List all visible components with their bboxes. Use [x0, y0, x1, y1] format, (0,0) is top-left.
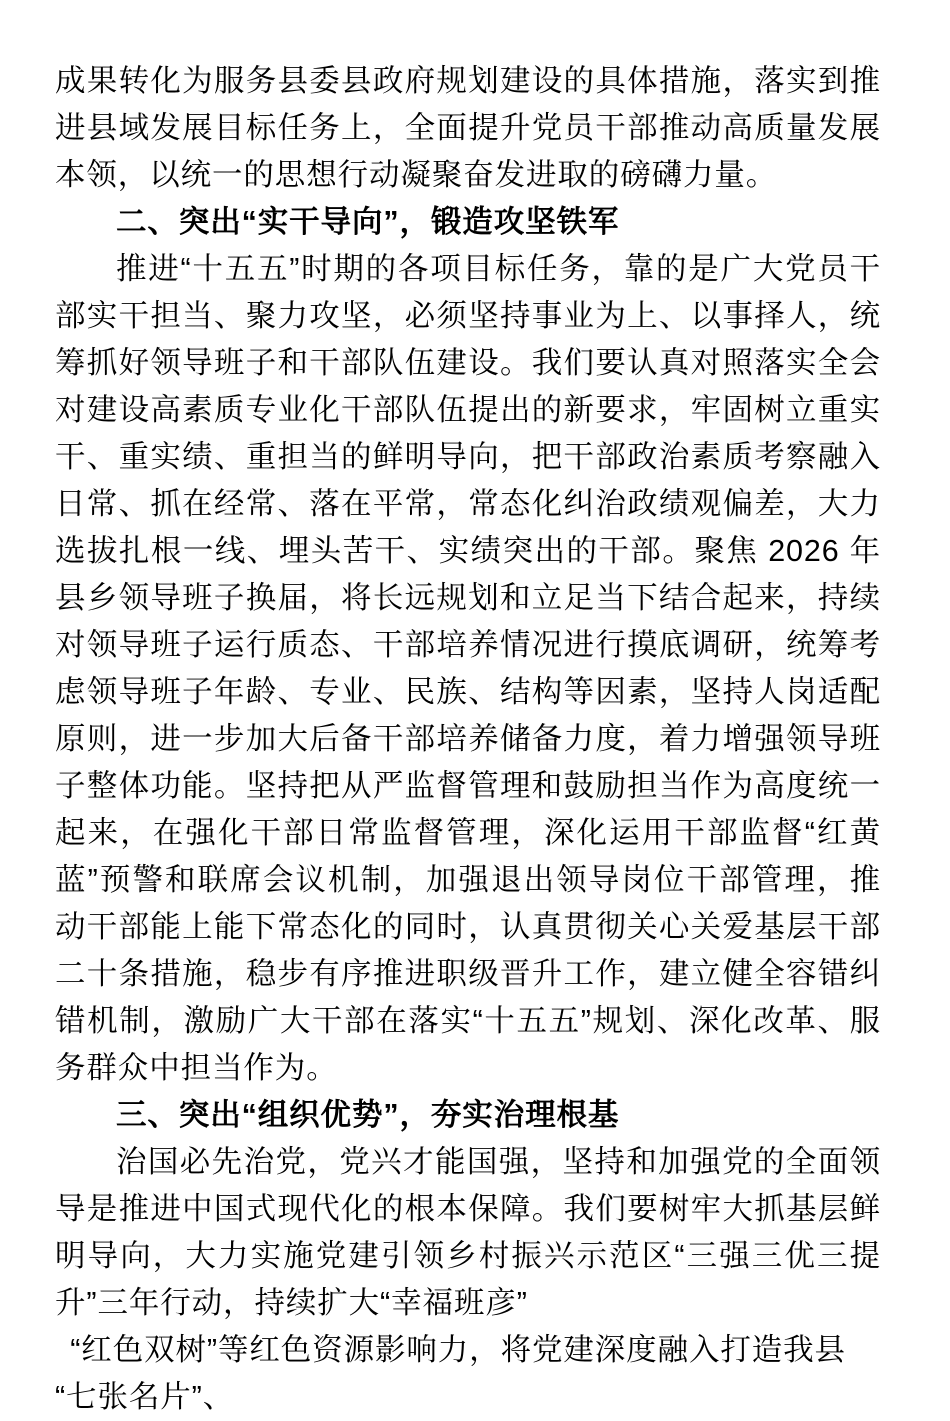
section-heading-two: 二、突出“实干导向”，锻造攻坚铁军: [116, 205, 620, 239]
paragraph-section-three-tail: “红色双树”等红色资源影响力，将党建深度融入打造我县“七张名片”、: [55, 1333, 846, 1414]
document-text-column: [55, 58, 881, 1421]
paragraph-continued: 成果转化为服务县委县政府规划建设的具体措施，落实到推进县域发展目标任务上，全面提升党员干部推动高质量发展本领，以统一的思想行动凝聚奋发进取的磅礴力量。: [55, 64, 881, 192]
paragraph-section-two-body: 推进“十五五”时期的各项目标任务，靠的是广大党员干部实干担当、聚力攻坚，必须坚持事业为上、以事择人，统筹抓好领导班子和干部队伍建设。我们要认真对照落实全会对建设高素质专业化干部队伍提出的新要求，牢固树立重实干、重实绩、重担当的鲜明导向，把干部政治素质考察融入日常、抓在经常、落在平常，常态化纠治政绩观偏差，大力选拔扎根一线、埋头苦干、实绩突出的干部。聚焦 2026 年县乡领导班子换届，将长远规划和立足当下结合起来，持续对领导班子运行质态、干部培养情况进行摸底调研，统筹考虑领导班子年龄、专业、民族、结构等因素，坚持人岗适配原则，进一步加大后备干部培养储备力度，着力增强领导班子整体功能。坚持把从严监督管理和鼓励担当作为高度统一起来，在强化干部日常监督管理，深化运用干部监督“红黄蓝”预警和联席会议机制，加强退出领导岗位干部管理，推动干部能上能下常态化的同时，认真贯彻关心关爱基层干部二十条措施，稳步有序推进职级晋升工作，建立健全容错纠错机制，激励广大干部在落实“十五五”规划、深化改革、服务群众中担当作为。: [55, 252, 881, 1085]
section-heading-three: 三、突出“组织优势”，夯实治理根基: [116, 1098, 620, 1132]
paragraph-section-three-body: 治国必先治党，党兴才能国强，坚持和加强党的全面领导是推进中国式现代化的根本保障。我们要树牢大抓基层鲜明导向，大力实施党建引领乡村振兴示范区“三强三优三提升”三年行动，持续扩大“幸福班彦”: [55, 1145, 881, 1320]
